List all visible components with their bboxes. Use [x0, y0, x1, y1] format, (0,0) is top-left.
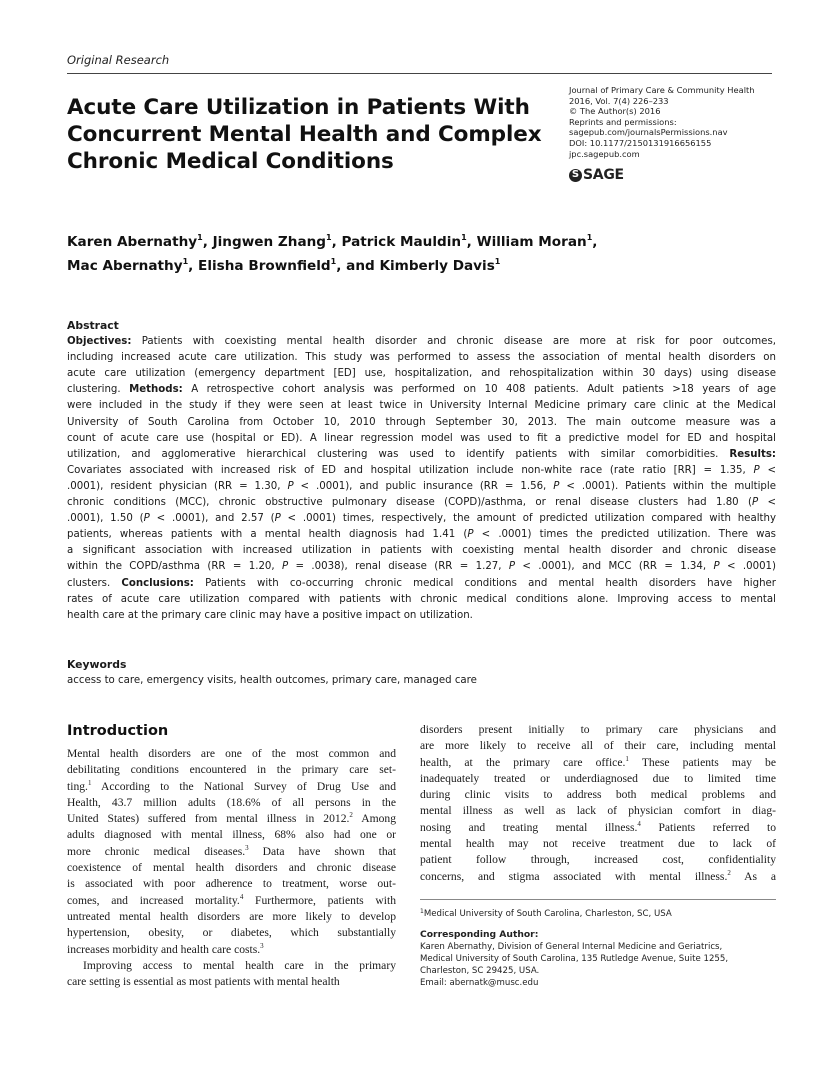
reprints-label: Reprints and permissions:	[569, 116, 677, 127]
author-name: and Kimberly Davis	[346, 258, 495, 274]
text-line: coexistence of mental health disorders and chronic disease	[67, 861, 396, 875]
title-line: Concurrent Mental Health and Complex	[67, 122, 542, 147]
text-line: more chronic medical diseases.$^3$ Data have shown that	[67, 843, 396, 858]
text-line: a significant association with increased utilization in patients with coexisting mental health disorder and chronic disease	[67, 545, 776, 557]
author-line: Mac Abernathy$^1$, Elisha Brownfield$^1$, and Kimberly Davis$^1$	[67, 257, 501, 274]
text-line: University of South Carolina from October 10, 2010 through September 30, 2013. The main outcome measure was a	[67, 416, 776, 428]
text-line: Health, 43.7 million adults (18.6% of all persons in the	[67, 795, 396, 809]
affiliation-footnote	[420, 906, 672, 920]
text-line: patient follow through, increased cost, confidentiality	[420, 853, 776, 867]
journal-website-link[interactable]: jpc.sagepub.com	[569, 148, 640, 159]
text-line: disorders present initially to primary care physicians and	[420, 723, 776, 736]
author-name: Mac Abernathy	[67, 258, 183, 274]
text-line: United States) suffered from mental illness in 2012.$^2$ Among	[67, 811, 396, 826]
text-line: .0001), resident physician (RR = 1.30, P < .0001), and public insurance (RR = 1.56, P < .0001). Patients within the multiple	[67, 480, 776, 492]
abstract-heading: Abstract	[67, 319, 119, 332]
text-line: clustering. Methods: A retrospective cohort analysis was performed on 10 408 patients. Adult patients >18 years of age	[67, 384, 776, 396]
author-name: Elisha Brownfield	[198, 258, 331, 274]
article-title	[67, 94, 557, 175]
sage-logo-icon: S	[569, 169, 582, 182]
doi[interactable]: DOI: 10.1177/2150131916656155	[569, 137, 712, 148]
author-name: Karen Abernathy	[67, 234, 198, 250]
introduction-heading: Introduction	[67, 723, 169, 739]
keywords-list: access to care, emergency visits, health outcomes, primary care, managed care	[67, 675, 477, 686]
author-affiliation-marker: 1	[330, 257, 337, 266]
corresponding-author-email[interactable]: Email: abernatk@musc.edu	[420, 978, 539, 988]
text-line: increases morbidity and health care costs.$^3$	[67, 941, 264, 956]
text-line: is associated with poor adherence to treatment, worse out-	[67, 877, 396, 891]
header-rule	[67, 73, 772, 74]
text-line: hypertension, obesity, or diabetes, which substantially	[67, 926, 396, 940]
permissions-link[interactable]: sagepub.com/journalsPermissions.nav	[569, 127, 728, 138]
affiliation-text: Medical University of South Carolina, Charleston, SC, USA	[423, 909, 672, 919]
author-affiliation-marker: 1	[494, 257, 501, 266]
text-line: .0001), 1.50 (P < .0001), and 2.57 (P < .0001) times, respectively, the amount of predicted utilization compared with healthy	[67, 513, 777, 525]
journal-info	[569, 85, 755, 159]
corresponding-author	[420, 929, 728, 989]
corresponding-author-line: Medical University of South Carolina, 135 Rutledge Avenue, Suite 1255,	[420, 954, 729, 964]
author-name: William Moran	[476, 234, 587, 250]
author-affiliation-marker: 1	[182, 257, 189, 266]
text-line: concerns, and stigma associated with mental illness.$^2$ As a	[420, 868, 777, 883]
text-line: are more likely to receive all of their care, including mental	[420, 739, 776, 753]
text-line: mental illness as well as lack of physician comfort in diag-	[420, 804, 776, 818]
text-line: during clinic visits to address both medical problems and	[420, 788, 776, 802]
author-affiliation-marker: 1	[326, 233, 332, 242]
corresponding-author-line: Charleston, SC 29425, USA.	[420, 966, 540, 976]
text-line: were included in the study if they were seen at least twice in University Internal Medicine primary care clinic at the Medical	[67, 400, 776, 412]
text-line: ting.$^1$ According to the National Survey of Drug Use and	[67, 778, 396, 793]
left-column	[67, 722, 396, 990]
text-line: comes, and increased mortality.$^4$ Furthermore, patients with	[67, 892, 396, 907]
author-name: Patrick Mauldin	[341, 234, 462, 250]
text-line: health, at the primary care office.$^1$ These patients may be	[420, 754, 777, 769]
journal-name: Journal of Primary Care & Community Health	[569, 85, 755, 95]
abstract-body	[67, 334, 776, 624]
text-line: health care at the primary care clinic may have a positive impact on utilization.	[67, 609, 473, 621]
introduction-text-right	[420, 722, 776, 885]
corresponding-author-line: Karen Abernathy, Division of General Internal Medicine and Geriatrics,	[420, 942, 723, 952]
text-line: including increased acute care utilization. This study was performed to assess the association of mental health disorders on	[67, 352, 776, 364]
journal-volume: 2016, Vol. 7(4) 226–233	[569, 95, 669, 106]
text-line: care setting is essential as most patients with mental health	[67, 975, 340, 989]
text-line: Mental health disorders are one of the most common and	[67, 747, 396, 760]
title-line: Acute Care Utilization in Patients With	[67, 95, 530, 120]
right-column	[420, 722, 776, 885]
text-line: debilitating conditions encountered in the primary care set-	[67, 763, 396, 777]
text-line: clusters. Conclusions: Patients with co-occurring chronic medical conditions and mental health disorders have higher	[67, 577, 776, 589]
text-line: mental health may not receive treatment due to lack of	[420, 837, 776, 851]
author-line: Karen Abernathy$^1$, Jingwen Zhang$^1$, Patrick Mauldin$^1$, William Moran$^1$,	[67, 233, 598, 250]
keywords	[67, 657, 477, 689]
corresponding-author-heading: Corresponding Author:	[420, 929, 539, 940]
author-affiliation-marker: 1	[461, 233, 467, 242]
copyright: © The Author(s) 2016	[569, 106, 661, 117]
text-line: patients, whereas patients with a mental health diagnosis had 1.41 (P < .0001) times the predicted utilization. There was	[67, 529, 776, 541]
text-line: Covariates associated with increased risk of ED and hospital utilization include non-white race (rate ratio [RR] = 1.35, P <	[67, 464, 776, 476]
introduction-text-left	[67, 746, 396, 990]
text-line: untreated mental health disorders are more likely to develop	[67, 909, 396, 923]
section-label: Original Research	[67, 53, 170, 67]
text-line: rates of acute care utilization compared with patients with chronic medical conditions alone. Improving access to mental	[67, 593, 776, 605]
author-name: Jingwen Zhang	[212, 234, 327, 250]
text-line: within the COPD/asthma (RR = 1.20, P = .0038), renal disease (RR = 1.27, P < .0001), and MCC (RR = 1.34, P < .0001)	[67, 561, 777, 573]
sage-logo-text: SAGE	[583, 167, 624, 183]
text-line: utilization, and agglomerative hierarchical clustering was used to identify patients with similar comorbidities. Results:	[67, 448, 776, 460]
sage-logo	[569, 168, 624, 182]
affiliation-marker: 1	[420, 908, 424, 915]
text-line: nosing and treating mental illness.$^4$ Patients referred to	[420, 819, 776, 834]
text-line: Improving access to mental health care in the primary	[83, 958, 396, 972]
text-line: adults diagnosed with mental illness, 68% also had one or	[67, 828, 396, 842]
title-line: Chronic Medical Conditions	[67, 149, 394, 174]
text-line: chronic conditions (MCC), chronic obstructive pulmonary disease (COPD)/asthma, or renal disease clusters had 1.80 (P <	[67, 497, 776, 509]
text-line: Objectives: Patients with coexisting mental health disorder and chronic disease are more at risk for poor outcomes,	[67, 336, 776, 348]
author-list	[67, 228, 597, 276]
text-line: inadequately treated or underdiagnosed due to limited time	[420, 771, 776, 785]
author-affiliation-marker: 1	[586, 233, 593, 242]
keywords-heading: Keywords	[67, 658, 127, 671]
text-line: count of acute care use (hospital or ED). A linear regression model was used to fit a predictive model for ED and hospital	[67, 432, 776, 444]
text-line: acute care utilization (emergency department [ED] use, hospitalization, and rehospitalization within 30 days) using disease	[67, 368, 776, 380]
author-affiliation-marker: 1	[197, 233, 203, 242]
abstract	[67, 318, 776, 624]
footnote-rule	[420, 899, 776, 900]
